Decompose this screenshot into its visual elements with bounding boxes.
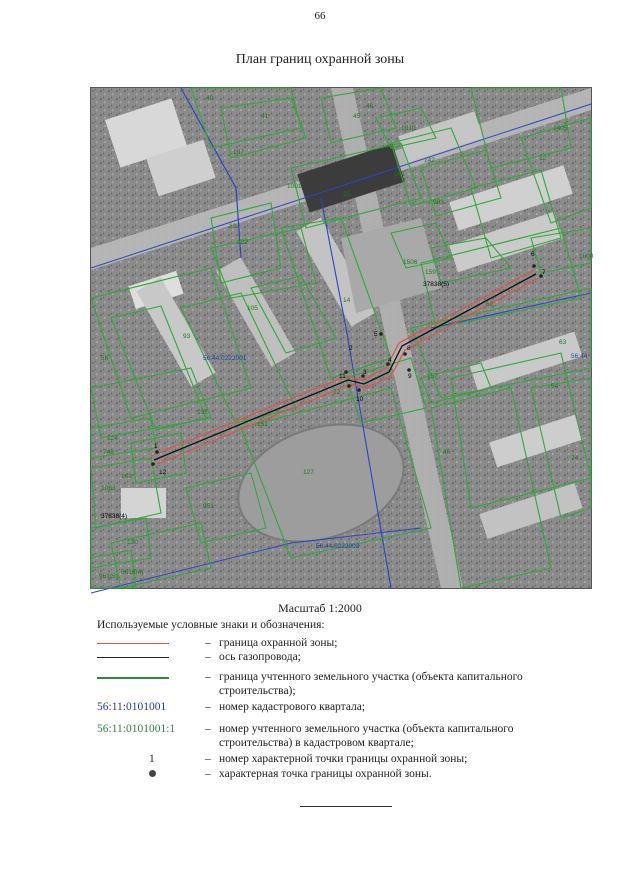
parcel-label: 14 <box>343 297 351 304</box>
parcel-label: 122 <box>237 239 248 246</box>
map-scale: Масштаб 1:2000 <box>278 601 362 615</box>
parcel-label: 130 <box>127 539 138 546</box>
parcel-label: 961(5) <box>99 573 118 580</box>
parcel-label: 983 <box>433 199 444 206</box>
legend-desc: номер кадастрового квартала; <box>219 701 366 713</box>
legend-desc: ось газопровода; <box>219 651 301 663</box>
parcel-label: 127 <box>303 469 314 476</box>
parcel-label: 40 <box>206 95 214 102</box>
parcel-label: 124 <box>107 435 118 442</box>
parcel-label: 5618(4) <box>121 569 144 576</box>
point-label: 8 <box>407 345 411 352</box>
legend-desc: граница охранной зоны; <box>219 637 338 649</box>
zone-boundary-line-symbol <box>97 643 169 644</box>
parcel-label: 748 <box>103 449 114 456</box>
parcel-boundary-line-symbol <box>97 677 169 679</box>
quarter-label: 56:44 <box>571 353 588 360</box>
parcel-label: 951 <box>203 503 214 510</box>
parcel-label: 63 <box>559 339 567 346</box>
parcel-label: 1010 <box>401 125 416 132</box>
quarter-number-sample: 56:11:0101001 <box>97 701 167 713</box>
parcel-label: 54 <box>551 383 559 390</box>
quarter-label: 56:44:0222003 <box>316 543 360 550</box>
legend-heading: Используемые условные знаки и обозначения: <box>97 619 325 631</box>
security-zone-map <box>90 87 592 589</box>
parcel-label: 62 <box>486 301 494 308</box>
characteristic-point-dot-icon <box>149 770 156 777</box>
page-title: План границ охранной зоны <box>235 52 405 67</box>
parcel-label: 72 <box>333 389 341 396</box>
parcel-label: 93 <box>183 333 191 340</box>
parcel-label: 142 <box>424 157 435 164</box>
point-label: 5 <box>374 331 378 338</box>
parcel-label: 143 <box>121 473 132 480</box>
footer-rule <box>300 806 392 807</box>
parcel-label: 107 <box>233 149 244 156</box>
point-label: 11 <box>339 373 346 380</box>
parcel-label: 151 <box>257 421 268 428</box>
parcel-label: 13 <box>229 223 237 230</box>
parcel-label: 41 <box>261 113 269 120</box>
point-label: 6 <box>531 251 535 258</box>
parcel-label: 1405 <box>553 125 568 132</box>
legend-desc: номер учтенного земельного участка (объекта капитального строительства) в кадастровом квартале; <box>219 723 514 749</box>
point-label: 12 <box>159 469 167 476</box>
parcel-label: 46 <box>366 103 374 110</box>
point-label: 9 <box>408 373 412 380</box>
point-label: 1 <box>154 443 158 450</box>
parcel-label: 159 <box>425 269 436 276</box>
parcel-label: 1506 <box>403 259 418 266</box>
parcel-label: 46 <box>443 449 451 456</box>
parcel-label: 157 <box>427 373 438 380</box>
point-label: 3 <box>363 369 367 376</box>
parcel-label: 141 <box>394 171 405 178</box>
parcel-label: 25 <box>343 191 351 198</box>
parcel-label: 1008 <box>579 253 594 260</box>
parcel-label: 137 <box>197 409 208 416</box>
point-label: 7 <box>542 269 546 276</box>
page-number: 66 <box>314 10 326 22</box>
pipeline-axis-line-symbol <box>97 657 169 658</box>
parcel-label: 56 <box>101 355 109 362</box>
point-label: 10 <box>356 396 364 403</box>
point-label: 4 <box>388 357 392 364</box>
parcel-label: 105 <box>247 305 258 312</box>
parcel-number-sample: 56:11:0101001:1 <box>97 723 176 735</box>
parcel-label: 12 <box>539 155 547 162</box>
aerial-photo <box>91 88 594 588</box>
parcel-label: 74 <box>571 455 579 462</box>
point-number-sample: 1 <box>149 753 155 765</box>
parcel-label: 37838(5) <box>423 281 450 288</box>
legend-desc: граница учтенного земельного участка (объекта капитального строительства); <box>219 671 523 697</box>
legend-desc: характерная точка границы охранной зоны. <box>219 768 432 780</box>
legend-desc: номер характерной точки границы охранной зоны; <box>219 753 468 765</box>
parcel-label: 45 <box>353 113 361 120</box>
parcel-label: 1001 <box>287 183 302 190</box>
point-label: 2 <box>349 345 353 352</box>
parcel-label: 37838(4) <box>101 513 128 520</box>
quarter-label: 56:44:0222001 <box>203 355 247 362</box>
parcel-label: 1063 <box>101 485 116 492</box>
